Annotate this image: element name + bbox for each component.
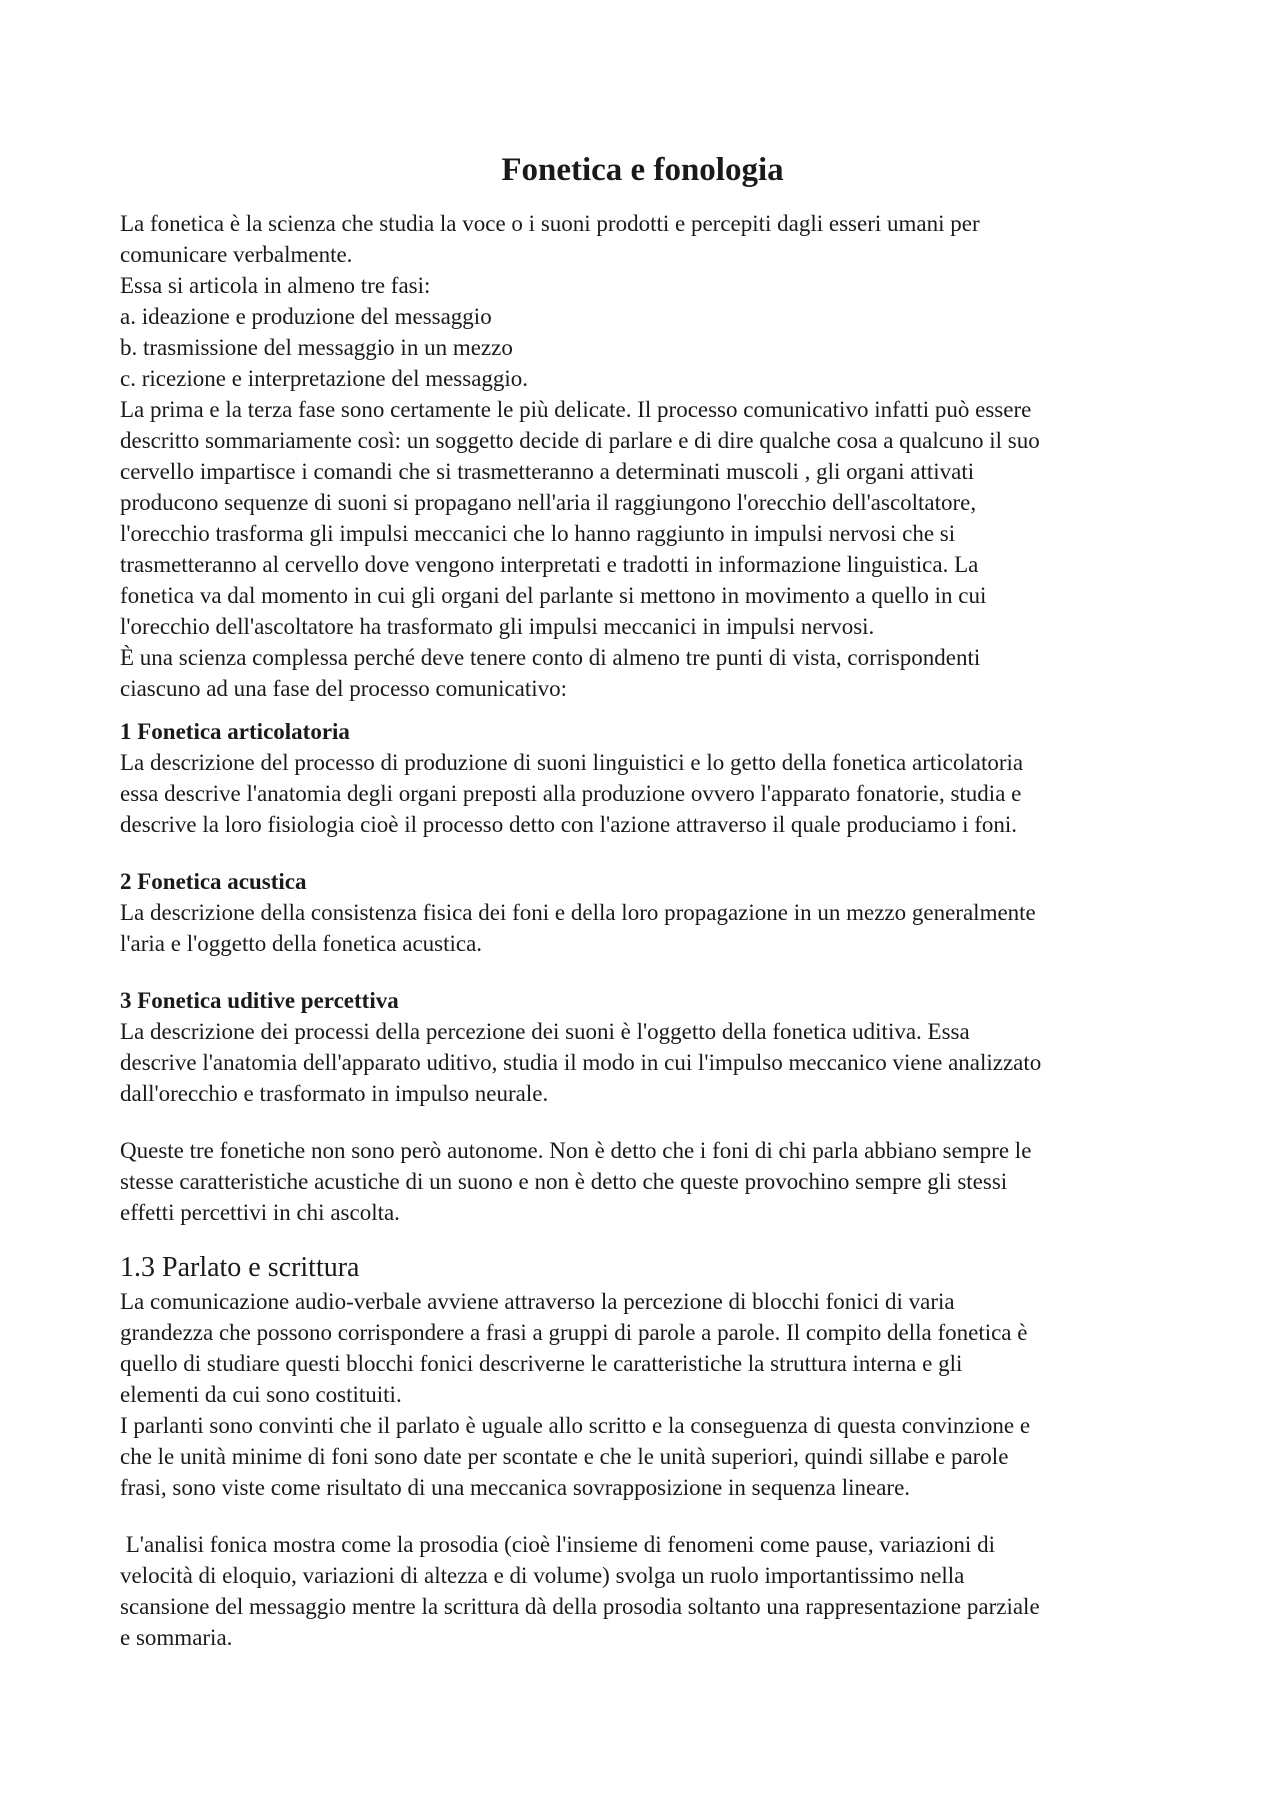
text-line: producono sequenze di suoni si propagano nell'aria il raggiungono l'orecchio dell'ascoltatore,	[120, 490, 977, 515]
text-line: descritto sommariamente così: un soggetto decide di parlare e di dire qualche cosa a qualcuno il suo	[120, 428, 1040, 453]
text-line: L'analisi fonica mostra come la prosodia (cioè l'insieme di fenomeni come pause, variazioni di	[120, 1532, 995, 1557]
section-heading: 3 Fonetica uditive percettiva	[120, 988, 399, 1013]
section-acustica	[120, 866, 1165, 959]
text-line: essa descrive l'anatomia degli organi preposti alla produzione ovvero l'apparato fonatorie, studia e	[120, 781, 1022, 806]
subsection-title: 1.3 Parlato e scrittura	[120, 1252, 360, 1283]
list-item: a. ideazione e produzione del messaggio	[120, 304, 492, 329]
text-line: I parlanti sono convinti che il parlato è uguale allo scritto e la conseguenza di questa convinzione e	[120, 1413, 1031, 1438]
spacer	[120, 1503, 1165, 1529]
text-line: l'orecchio trasforma gli impulsi meccanici che lo hanno raggiunto in impulsi nervosi che si	[120, 521, 956, 546]
text-line: effetti percettivi in chi ascolta.	[120, 1200, 400, 1225]
spacer	[120, 1109, 1165, 1135]
text-line: descrive la loro fisiologia cioè il processo detto con l'azione attraverso il quale produciamo i foni.	[120, 812, 1018, 837]
document-page	[120, 150, 1165, 1653]
text-line: velocità di eloquio, variazioni di altezza e di volume) svolga un ruolo importantissimo nella	[120, 1563, 965, 1588]
text-line: Queste tre fonetiche non sono però autonome. Non è detto che i foni di chi parla abbiano sempre le	[120, 1138, 1032, 1163]
text-line: dall'orecchio e trasformato in impulso neurale.	[120, 1081, 549, 1106]
autonomy-paragraph	[120, 1135, 1165, 1228]
text-line: È una scienza complessa perché deve tenere conto di almeno tre punti di vista, corrispondenti	[120, 645, 981, 670]
text-line: La prima e la terza fase sono certamente le più delicate. Il processo comunicativo infatti può essere	[120, 397, 1032, 422]
list-item: c. ricezione e interpretazione del messaggio.	[120, 366, 529, 391]
text-line: La descrizione dei processi della percezione dei suoni è l'oggetto della fonetica uditiva. Essa	[120, 1019, 970, 1044]
spacer	[120, 959, 1165, 985]
text-line: trasmetteranno al cervello dove vengono interpretati e tradotti in informazione linguistica. La	[120, 552, 979, 577]
list-item: b. trasmissione del messaggio in un mezzo	[120, 335, 513, 360]
intro-paragraph	[120, 208, 1165, 704]
text-line: La fonetica è la scienza che studia la voce o i suoni prodotti e percepiti dagli esseri umani per	[120, 211, 980, 236]
text-line: La comunicazione audio-verbale avviene attraverso la percezione di blocchi fonici di varia	[120, 1289, 955, 1314]
section-articolatoria	[120, 716, 1165, 840]
text-line: l'orecchio dell'ascoltatore ha trasformato gli impulsi meccanici in impulsi nervosi.	[120, 614, 875, 639]
text-line: La descrizione della consistenza fisica dei foni e della loro propagazione in un mezzo generalmente	[120, 900, 1036, 925]
section-uditiva	[120, 985, 1165, 1109]
spacer	[120, 840, 1165, 866]
text-line: che le unità minime di foni sono date per scontate e che le unità superiori, quindi sillabe e parole	[120, 1444, 1009, 1469]
text-line: grandezza che possono corrispondere a frasi a gruppi di parole a parole. Il compito della fonetica è	[120, 1320, 1028, 1345]
page-title: Fonetica e fonologia	[501, 152, 784, 188]
text-line: cervello impartisce i comandi che si trasmetteranno a determinati muscoli , gli organi attivati	[120, 459, 975, 484]
text-line: frasi, sono viste come risultato di una meccanica sovrapposizione in sequenza lineare.	[120, 1475, 911, 1500]
text-line: fonetica va dal momento in cui gli organi del parlante si mettono in movimento a quello in cui	[120, 583, 987, 608]
text-line: Essa si articola in almeno tre fasi:	[120, 273, 431, 298]
text-line: stesse caratteristiche acustiche di un suono e non è detto che queste provochino sempre gli stessi	[120, 1169, 1008, 1194]
text-line: l'aria e l'oggetto della fonetica acustica.	[120, 931, 483, 956]
text-line: descrive l'anatomia dell'apparato uditivo, studia il modo in cui l'impulso meccanico viene analizzato	[120, 1050, 1042, 1075]
parlato-paragraph-2	[120, 1529, 1165, 1653]
text-line: La descrizione del processo di produzione di suoni linguistici e lo getto della fonetica articolatoria	[120, 750, 1024, 775]
section-heading: 1 Fonetica articolatoria	[120, 719, 350, 744]
text-line: ciascuno ad una fase del processo comunicativo:	[120, 676, 568, 701]
text-line: elementi da cui sono costituiti.	[120, 1382, 402, 1407]
text-line: comunicare verbalmente.	[120, 242, 353, 267]
text-line: quello di studiare questi blocchi fonici descriverne le caratteristiche la struttura interna e gli	[120, 1351, 963, 1376]
text-line: scansione del messaggio mentre la scrittura dà della prosodia soltanto una rappresentazione parziale	[120, 1594, 1040, 1619]
text-line: e sommaria.	[120, 1625, 233, 1650]
section-heading: 2 Fonetica acustica	[120, 869, 307, 894]
parlato-paragraph-1	[120, 1286, 1165, 1503]
